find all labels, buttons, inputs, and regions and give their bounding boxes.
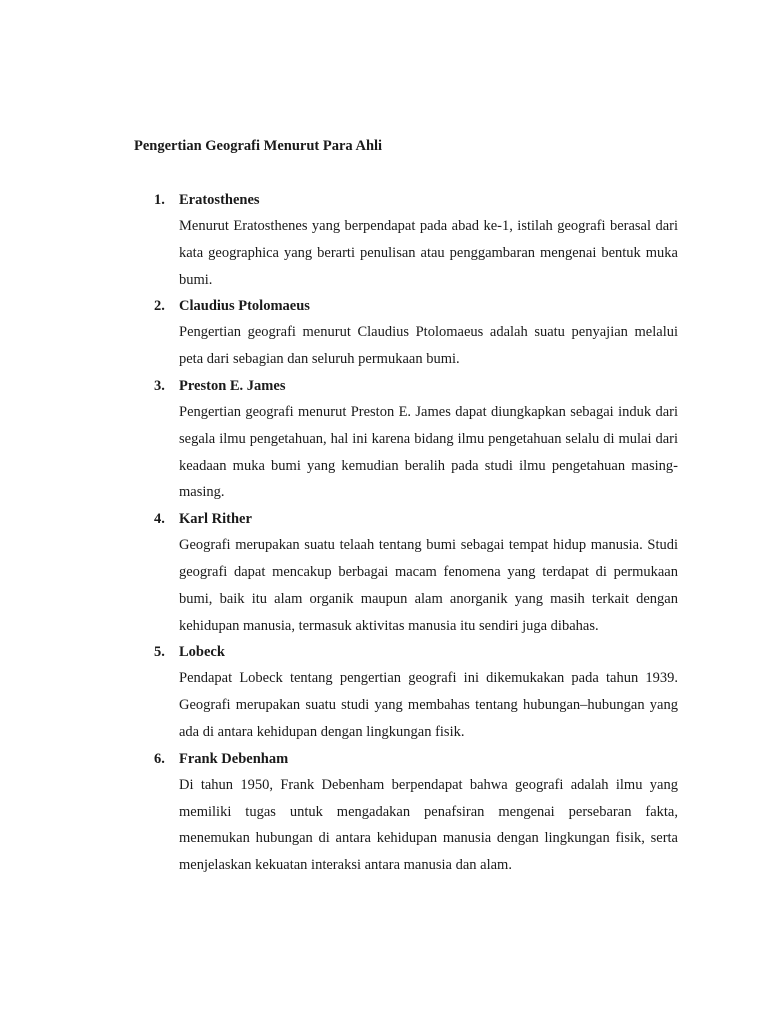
list-item-lobeck [154, 641, 678, 745]
list-item-heading: Eratosthenes [179, 192, 260, 208]
list-item-body: Di tahun 1950, Frank Debenham berpendapat bahwa geografi adalah ilmu yang memiliki tugas untuk mengadakan penafsiran mengenai persebaran fakta, menemukan hubungan di antara kehidupan manusia dengan lingkungan fisik, serta menjelaskan kekuatan interaksi antara manusia dan alam. [179, 776, 678, 874]
list-item-heading: Karl Rither [179, 511, 252, 528]
list-item-body: Geografi merupakan suatu telaah tentang bumi sebagai tempat hidup manusia. Studi geografi dapat mencakup berbagai macam fenomena yang terdapat di permukaan bumi, baik itu alam organik maupun alam anorganik yang masih terkait dengan kehidupan manusia, termasuk aktivitas manusia itu sendiri juga dibahas. [179, 537, 678, 634]
list-item-heading: Preston E. James [179, 377, 286, 394]
page-title: Pengertian Geografi Menurut Para Ahli [134, 138, 383, 154]
list-item-karl-rither [154, 508, 678, 639]
list-item-claudius-ptolomaeus [154, 295, 678, 373]
list-item-body: Pengertian geografi menurut Claudius Ptolomaeus adalah suatu penyajian melalui peta dari sebagian dan seluruh permukaan bumi. [179, 324, 678, 368]
list-item-heading: Claudius Ptolomaeus [179, 298, 310, 315]
list-item-preston-james [154, 375, 678, 506]
list-item-body: Pengertian geografi menurut Preston E. James dapat diungkapkan sebagai induk dari segala ilmu pengetahuan, hal ini karena bidang ilmu pengetahuan selalu di mulai dari keadaan muka bumi yang kemudian beralih pada studi ilmu pengetahuan masing-masing. [179, 403, 678, 501]
list-item-number: 4. [154, 511, 165, 528]
list-item-number: 2. [154, 298, 165, 315]
list-item-heading: Lobeck [179, 644, 225, 661]
list-item-heading: Frank Debenham [179, 750, 289, 767]
list-item-number: 3. [154, 377, 165, 394]
list-item-number: 1. [154, 192, 165, 208]
list-item-frank-debenham [154, 748, 678, 879]
experts-list [154, 189, 678, 881]
list-item-body: Menurut Eratosthenes yang berpendapat pada abad ke-1, istilah geografi berasal dari kata geographica yang berarti penulisan atau penggambaran mengenai bentuk muka bumi. [179, 218, 678, 288]
list-item-number: 6. [154, 750, 165, 767]
list-item-number: 5. [154, 644, 165, 661]
list-item-eratosthenes [154, 189, 678, 293]
list-item-body: Pendapat Lobeck tentang pengertian geografi ini dikemukakan pada tahun 1939. Geografi merupakan suatu studi yang membahas tentang hubungan–hubungan yang ada di antara kehidupan dengan lingkungan fisik. [179, 670, 678, 740]
